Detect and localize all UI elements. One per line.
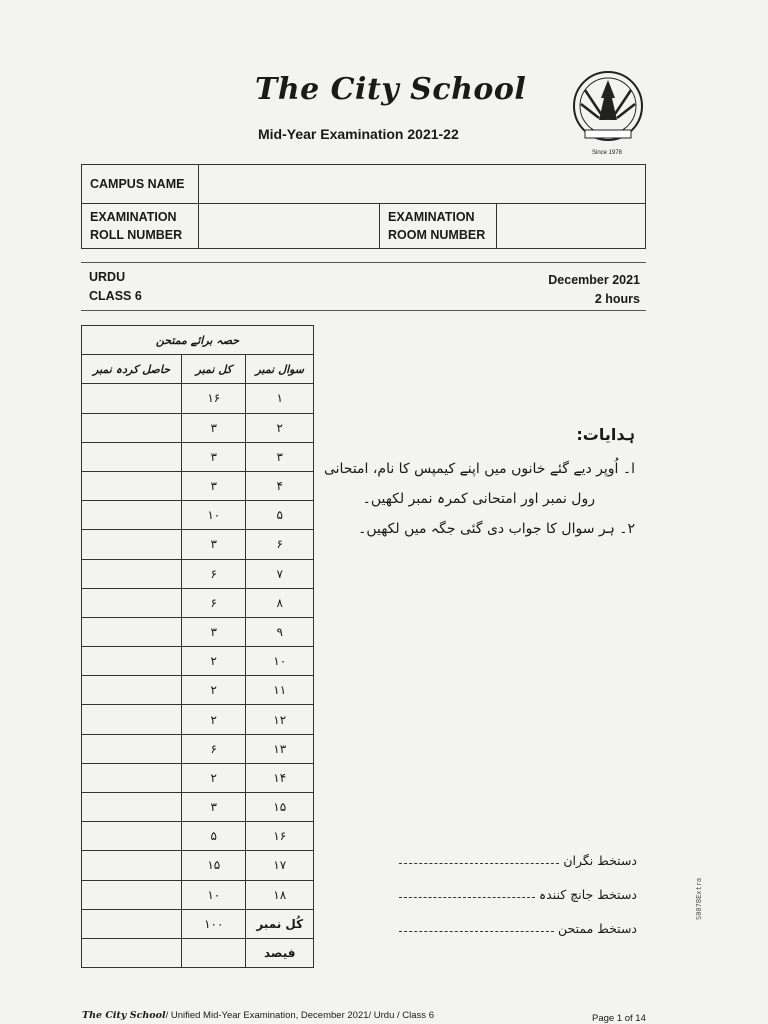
obtained-marks-field[interactable] <box>82 734 182 763</box>
total-marks: ۲ <box>182 763 246 792</box>
examiner-signature[interactable] <box>397 911 637 945</box>
table-row <box>82 647 314 676</box>
obtained-marks-field[interactable] <box>82 880 182 909</box>
question-number: ۹ <box>246 617 314 646</box>
logo-since-text: Since 1978 <box>592 150 623 156</box>
exam-duration: 2 hours <box>594 292 640 306</box>
divider-top <box>81 262 646 263</box>
obtained-marks-field[interactable] <box>82 676 182 705</box>
percentage-label: فیصد <box>246 938 314 967</box>
footer-text <box>82 1010 434 1021</box>
signature-line <box>399 857 559 864</box>
total-marks-label: کُل نمبر <box>246 909 314 938</box>
total-marks: ۱۶ <box>182 384 246 413</box>
question-number: ۲ <box>246 413 314 442</box>
total-marks: ۳ <box>182 617 246 646</box>
examiner-signature-label: دستخط ممتحن <box>558 920 637 936</box>
question-number: ۱۳ <box>246 734 314 763</box>
total-marks: ۳ <box>182 471 246 500</box>
obtained-marks-field[interactable] <box>82 530 182 559</box>
table-row <box>82 530 314 559</box>
table-row <box>82 705 314 734</box>
question-number: ۱۰ <box>246 647 314 676</box>
question-number: ۵ <box>246 501 314 530</box>
question-number: ۷ <box>246 559 314 588</box>
instructions-heading: ہدایات: <box>576 425 635 444</box>
obtained-marks-field[interactable] <box>82 442 182 471</box>
footer-brand: The City School <box>82 1010 166 1021</box>
col-question-number: سوال نمبر <box>246 355 314 384</box>
total-marks: ۲ <box>182 705 246 734</box>
footer-exam-info: / Unified Mid-Year Examination, December 2021/ Urdu / Class 6 <box>165 1010 434 1021</box>
obtained-marks-field[interactable] <box>82 588 182 617</box>
obtained-marks-field[interactable] <box>82 471 182 500</box>
total-marks: ۶ <box>182 734 246 763</box>
examiner-marks-table <box>81 325 314 968</box>
total-marks: ۱۰ <box>182 501 246 530</box>
question-number: ۱ <box>246 384 314 413</box>
total-marks-value: ۱۰۰ <box>182 909 246 938</box>
obtained-marks-field[interactable] <box>82 384 182 413</box>
signature-line <box>399 891 535 898</box>
table-row <box>82 588 314 617</box>
question-number: ۱۴ <box>246 763 314 792</box>
table-row <box>82 851 314 880</box>
question-number: ۳ <box>246 442 314 471</box>
obtained-marks-field[interactable] <box>82 793 182 822</box>
exam-date: December 2021 <box>548 273 640 287</box>
percentage-blank <box>182 938 246 967</box>
total-marks: ۱۰ <box>182 880 246 909</box>
question-number: ۱۶ <box>246 822 314 851</box>
exam-room-number-label: EXAMINATION ROOM NUMBER <box>380 204 497 249</box>
signature-line <box>399 925 554 932</box>
question-number: ۱۷ <box>246 851 314 880</box>
obtained-marks-field[interactable] <box>82 822 182 851</box>
class-name: CLASS 6 <box>89 289 142 303</box>
school-crest-logo <box>571 68 645 154</box>
table-row <box>82 822 314 851</box>
exam-date-info <box>548 271 640 309</box>
question-number: ۱۵ <box>246 793 314 822</box>
exam-roll-number-label: EXAMINATION ROLL NUMBER <box>82 204 199 249</box>
marks-rows <box>82 384 314 909</box>
obtained-marks-field[interactable] <box>82 501 182 530</box>
invigilator-signature[interactable] <box>397 843 637 877</box>
table-row <box>82 880 314 909</box>
table-row <box>82 384 314 413</box>
total-marks: ۶ <box>182 588 246 617</box>
obtained-marks-field[interactable] <box>82 763 182 792</box>
table-row <box>82 734 314 763</box>
table-row <box>82 763 314 792</box>
total-marks: ۲ <box>182 676 246 705</box>
school-name: The City School <box>255 72 527 107</box>
table-row <box>82 442 314 471</box>
obtained-marks-field[interactable] <box>82 705 182 734</box>
side-code: S007BExtra <box>695 877 703 920</box>
subject-name: URDU <box>89 270 126 284</box>
campus-name-field[interactable] <box>199 165 646 204</box>
instruction-item-1-cont: رول نمبر اور امتحانی کمرہ نمبر لکھیں۔ <box>362 491 595 507</box>
table-row <box>82 501 314 530</box>
page-number: Page 1 of 14 <box>592 1013 646 1024</box>
campus-info-table <box>81 164 646 249</box>
total-marks: ۶ <box>182 559 246 588</box>
question-number: ۱۲ <box>246 705 314 734</box>
total-marks: ۳ <box>182 442 246 471</box>
col-total-marks: کل نمبر <box>182 355 246 384</box>
total-marks: ۱۵ <box>182 851 246 880</box>
signatures-block <box>397 843 637 945</box>
total-obtained-field[interactable] <box>82 909 182 938</box>
instructions-block <box>315 420 635 544</box>
table-row <box>82 793 314 822</box>
total-marks: ۳ <box>182 530 246 559</box>
obtained-marks-field[interactable] <box>82 647 182 676</box>
question-number: ۴ <box>246 471 314 500</box>
exam-roll-number-field[interactable] <box>199 204 380 249</box>
obtained-marks-field[interactable] <box>82 617 182 646</box>
total-marks: ۲ <box>182 647 246 676</box>
table-row <box>82 559 314 588</box>
marks-table-title: حصہ برائے ممتحن <box>82 326 314 355</box>
table-row <box>82 617 314 646</box>
question-number: ۱۱ <box>246 676 314 705</box>
checker-signature-label: دستخط جانچ کنندہ <box>538 886 637 902</box>
obtained-marks-field[interactable] <box>82 413 182 442</box>
total-marks: ۳ <box>182 793 246 822</box>
instruction-item-1: ا۔ اُوپر دیے گئے خانوں میں اپنے کیمپس کا نام، امتحانی <box>323 461 635 477</box>
exam-title: Mid-Year Examination 2021-22 <box>258 126 459 142</box>
question-number: ۱۸ <box>246 880 314 909</box>
table-row <box>82 413 314 442</box>
total-marks: ۵ <box>182 822 246 851</box>
invigilator-signature-label: دستخط نگران <box>563 852 637 868</box>
table-row <box>82 471 314 500</box>
subject-info <box>89 268 142 306</box>
exam-room-number-field[interactable] <box>497 204 646 249</box>
question-number: ۸ <box>246 588 314 617</box>
instruction-item-2: ۲۔ ہر سوال کا جواب دی گئی جگہ میں لکھیں۔ <box>358 521 635 537</box>
campus-name-label: CAMPUS NAME <box>82 165 199 204</box>
divider-bottom <box>81 310 646 311</box>
percentage-field[interactable] <box>82 938 182 967</box>
col-obtained-marks: حاصل کردہ نمبر <box>82 355 182 384</box>
obtained-marks-field[interactable] <box>82 851 182 880</box>
question-number: ۶ <box>246 530 314 559</box>
table-row <box>82 676 314 705</box>
obtained-marks-field[interactable] <box>82 559 182 588</box>
checker-signature[interactable] <box>397 877 637 911</box>
total-marks: ۳ <box>182 413 246 442</box>
